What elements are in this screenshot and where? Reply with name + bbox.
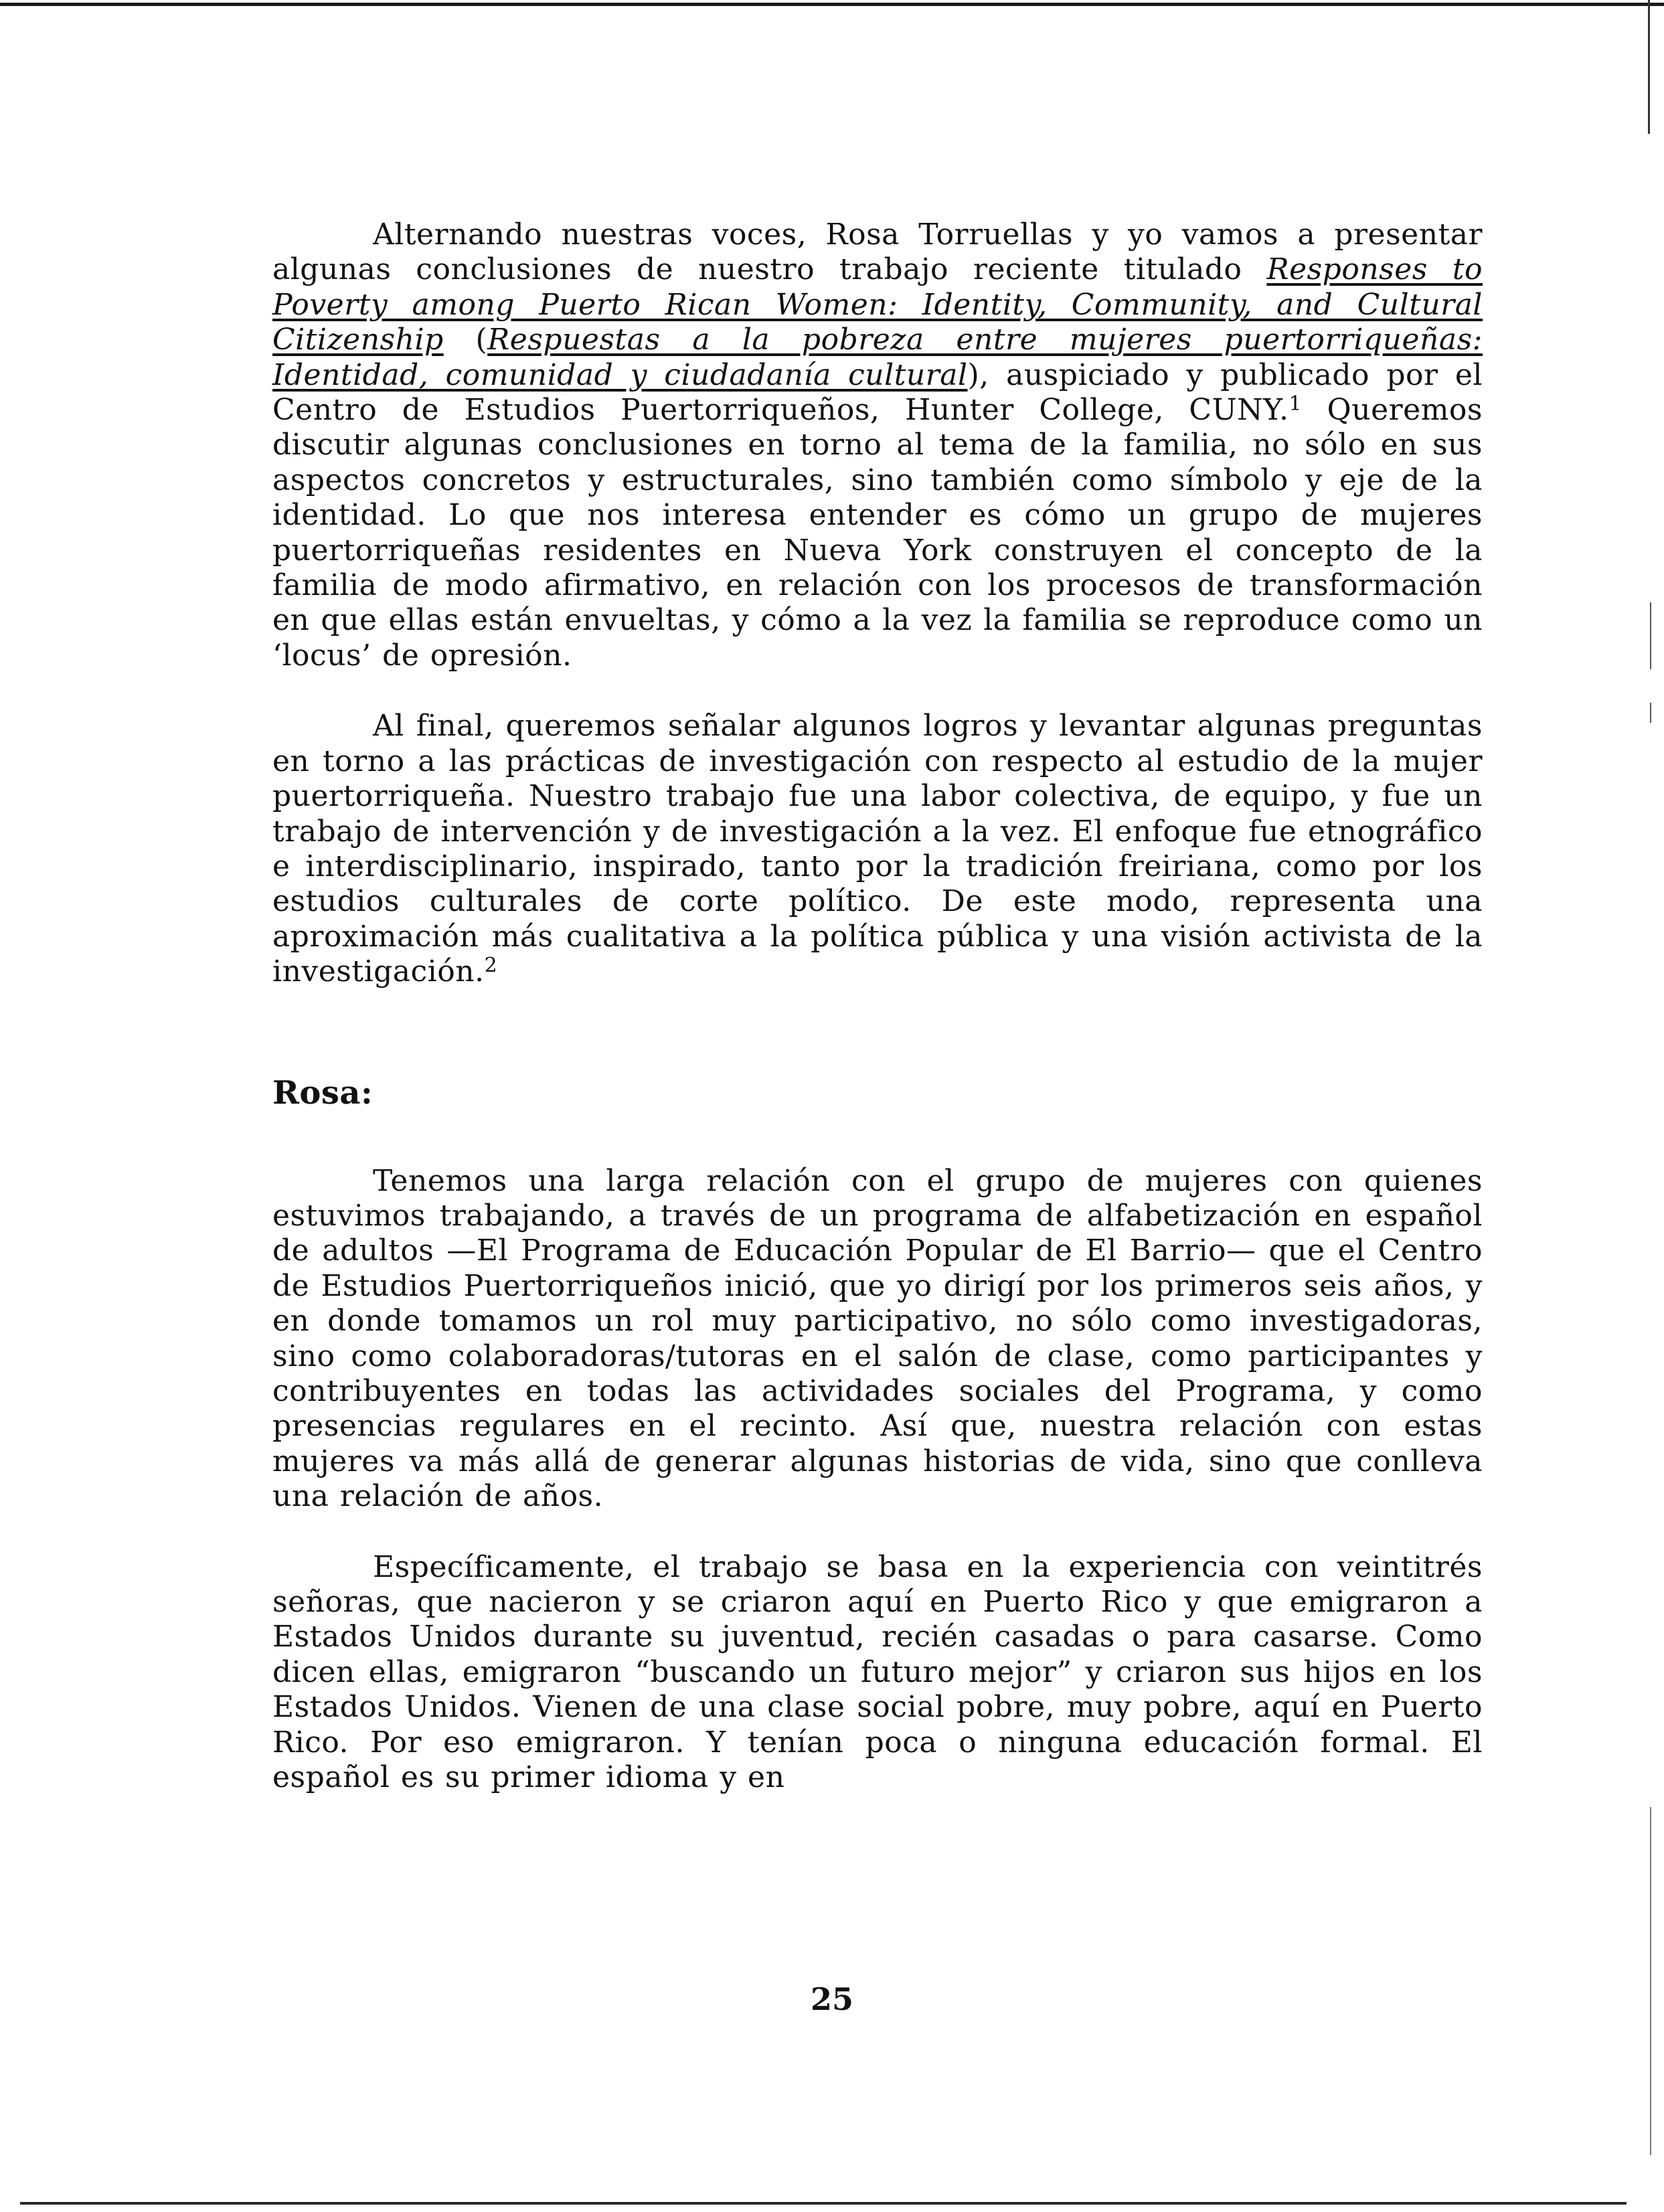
scan-edge-right-mark (1650, 602, 1651, 669)
scan-edge-right (1648, 0, 1650, 134)
paragraph-relationship: Tenemos una larga relación con el grupo de mujeres con quienes estuvimos trabajando, a través de un programa de alfabetización en español de adultos —El Programa de Educación Popular de El Barrio— que el Centro de Estudios Puertorriqueños inició, que yo dirigí por los primeros seis años, y en donde tomamos un rol muy participativo, no sólo como investigadoras, sino como colaboradoras/tutoras en el salón de clase, como participantes y contribuyentes en todas las actividades sociales del Programa, y como presencias regulares en el recinto. Así que, nuestra relación con estas mujeres va más allá de generar algunas historias de vida, sino que conlleva una relación de años. (272, 1163, 1483, 1514)
paragraph-text: Alternando nuestras voces, Rosa Torruellas y yo vamos a presentar algunas conclusiones de nuestro trabajo reciente titulado (272, 218, 1483, 287)
paragraph-text: ), auspiciado y publicado por el Centro de Estudios Puertorriqueños, Hunter College, CUNY. (272, 357, 1483, 428)
paragraph-text: Queremos discutir algunas conclusiones en torno al tema de la familia, no sólo en sus aspectos concretos y estructurales, sino también como símbolo y eje de la identidad. Lo que nos interesa entender es cómo un grupo de mujeres puertorriqueñas residentes en Nueva York construyen el concepto de la familia de modo afirmativo, en relación con los procesos de transformación en que ellas están envueltas, y cómo a la vez la familia se reproduce como un ‘locus’ de opresión. (272, 393, 1483, 673)
scan-edge-bottom (20, 2202, 1627, 2205)
paragraph-intro (272, 218, 1483, 673)
scan-edge-right-mark (1650, 703, 1651, 723)
paragraph-text: Al final, queremos señalar algunos logros y levantar algunas preguntas en torno a las prácticas de investigación con respecto al estudio de la mujer puertorriqueña. Nuestro trabajo fue una labor colectiva, de equipo, y fue un trabajo de intervención y de investigación a la vez. El enfoque fue etnográfico e interdisciplinario, inspirado, tanto por la tradición freiriana, como por los estudios culturales de corte político. De este modo, representa una aproximación más cualitativa a la política pública y una visión activista de la investigación. (272, 709, 1483, 989)
page-number: 25 (810, 1981, 853, 2017)
footnote-ref-2: 2 (484, 954, 498, 978)
work-title-english: Responses to Poverty among Puerto Rican Women: Identity, Community, and Cultural Citizenship (272, 252, 1483, 357)
work-title-spanish: Respuestas a la pobreza entre mujeres puertorriqueñas: Identidad, comunidad y ciudadanía cultural (272, 323, 1483, 392)
page-body (272, 218, 1483, 1795)
footnote-ref-1: 1 (1288, 392, 1303, 416)
speaker-heading: Rosa: (272, 1074, 373, 1112)
paragraph-goals (272, 709, 1483, 989)
paragraph-text: ( (443, 323, 488, 357)
scan-edge-top (0, 3, 1664, 6)
paragraph-specifics: Específicamente, el trabajo se basa en la experiencia con veintitrés señoras, que nacieron y se criaron aquí en Puerto Rico y que emigraron a Estados Unidos durante su juventud, recién casadas o para casarse. Como dicen ellas, emigraron “buscando un futuro mejor” y criaron sus hijos en los Estados Unidos. Vienen de una clase social pobre, muy pobre, aquí en Puerto Rico. Por eso emigraron. Y tenían poca o ninguna educación formal. El español es su primer idioma y en (272, 1549, 1483, 1795)
